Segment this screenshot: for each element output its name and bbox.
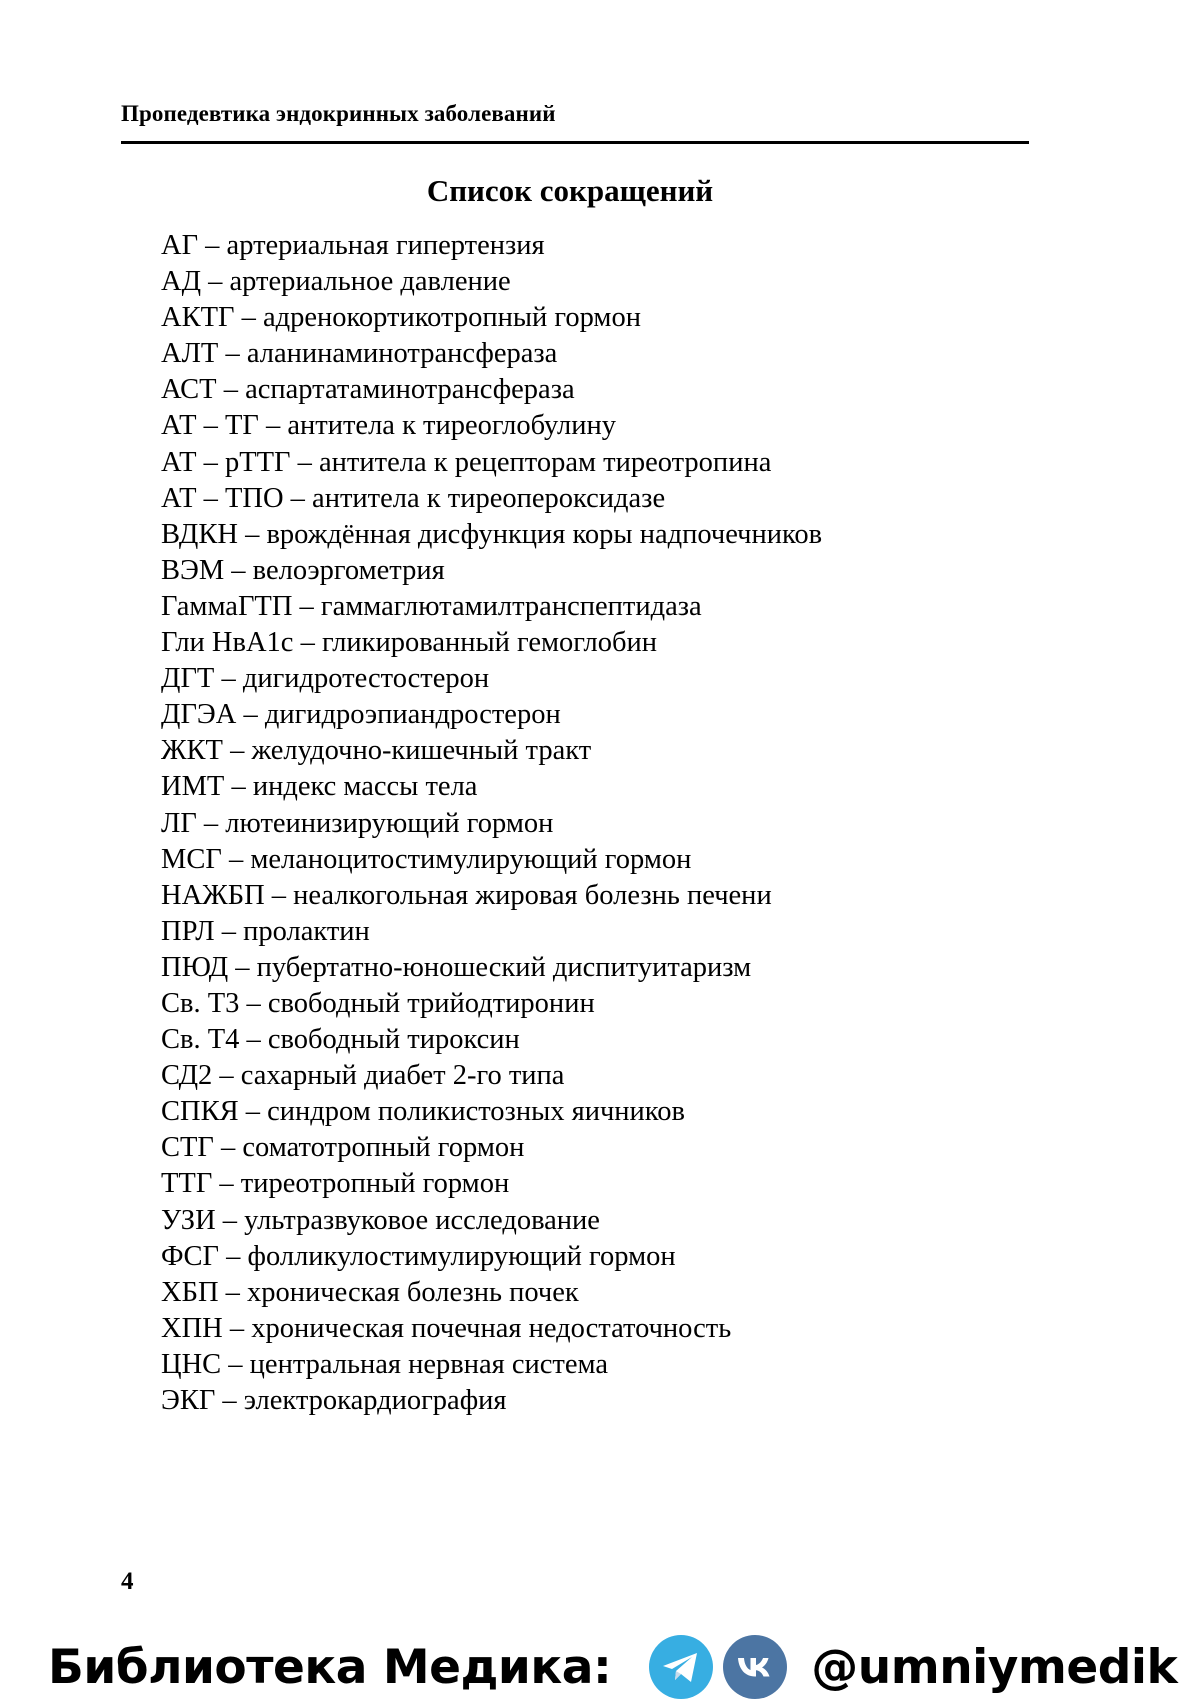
page-number: 4 bbox=[121, 1568, 134, 1595]
abbreviation-item: АТ – ТПО – антитела к тиреопероксидазе bbox=[161, 482, 666, 514]
abbreviation-item: МСГ – меланоцитостимулирующий гормон bbox=[161, 843, 692, 875]
abbreviation-item: АГ – артериальная гипертензия bbox=[161, 230, 545, 261]
abbreviation-item: ГаммаГТП – гаммаглютамилтранспептидаза bbox=[161, 590, 702, 622]
abbreviation-item: ТТГ – тиреотропный гормон bbox=[161, 1168, 510, 1200]
section-title: Список сокращений bbox=[426, 173, 714, 208]
abbreviation-item: ДГЭА – дигидроэпиандростерон bbox=[161, 699, 561, 731]
abbreviation-item: ИМТ – индекс массы тела bbox=[161, 771, 478, 803]
abbreviation-item: Св. Т3 – свободный трийодтиронин bbox=[161, 987, 595, 1019]
abbreviation-item: ЦНС – центральная нервная система bbox=[161, 1348, 609, 1380]
abbreviation-item: Гли НвА1с – гликированный гемоглобин bbox=[161, 627, 657, 659]
abbreviation-item: ХПН – хроническая почечная недостаточность bbox=[161, 1312, 732, 1344]
telegram-icon[interactable] bbox=[649, 1635, 713, 1699]
running-header: Пропедевтика эндокринных заболеваний bbox=[121, 101, 556, 126]
abbreviation-item: ВЭМ – велоэргометрия bbox=[161, 554, 445, 586]
abbreviation-item: ХБП – хроническая болезнь почек bbox=[161, 1276, 579, 1308]
header-rule bbox=[121, 141, 1029, 144]
abbreviation-item: СТГ – соматотропный гормон bbox=[161, 1132, 525, 1164]
abbreviation-list bbox=[161, 228, 822, 1419]
abbreviation-item: ЭКГ – электрокардиография bbox=[161, 1385, 507, 1416]
abbreviation-item: Св. Т4 – свободный тироксин bbox=[161, 1024, 520, 1056]
abbreviation-item: УЗИ – ультразвуковое исследование bbox=[161, 1204, 600, 1236]
abbreviation-item: АКТГ – адренокортикотропный гормон bbox=[161, 302, 641, 334]
abbreviation-item: ПЮД – пубертатно-юношеский диспитуитаризм bbox=[161, 951, 752, 983]
abbreviation-item: НАЖБП – неалкогольная жировая болезнь печени bbox=[161, 879, 772, 911]
abbreviation-item: АЛТ – аланинаминотрансфераза bbox=[161, 338, 558, 370]
abbreviation-item: АСТ – аспартатаминотрансфераза bbox=[161, 374, 575, 406]
abbreviation-item: ПРЛ – пролактин bbox=[161, 915, 370, 947]
abbreviation-item: АТ – рТТГ – антитела к рецепторам тиреотропина bbox=[161, 446, 772, 478]
watermark-banner bbox=[48, 1632, 1178, 1702]
abbreviation-item: ЛГ – лютеинизирующий гормон bbox=[161, 807, 554, 839]
watermark-handle[interactable]: @umniymedik bbox=[811, 1639, 1178, 1695]
abbreviation-item: ФСГ – фолликулостимулирующий гормон bbox=[161, 1240, 676, 1272]
abbreviation-item: ВДКН – врождённая дисфункция коры надпочечников bbox=[161, 518, 823, 550]
vk-icon[interactable] bbox=[723, 1635, 787, 1699]
abbreviation-item: СПКЯ – синдром поликистозных яичников bbox=[161, 1096, 685, 1128]
abbreviation-item: СД2 – сахарный диабет 2-го типа bbox=[161, 1060, 565, 1092]
abbreviation-item: ЖКТ – желудочно-кишечный тракт bbox=[161, 735, 592, 767]
abbreviation-item: АТ – ТГ – антитела к тиреоглобулину bbox=[161, 410, 617, 442]
abbreviation-item: ДГТ – дигидротестостерон bbox=[161, 663, 490, 695]
abbreviation-item: АД – артериальное давление bbox=[161, 266, 511, 298]
watermark-label: Библиотека Медика: bbox=[48, 1639, 612, 1695]
